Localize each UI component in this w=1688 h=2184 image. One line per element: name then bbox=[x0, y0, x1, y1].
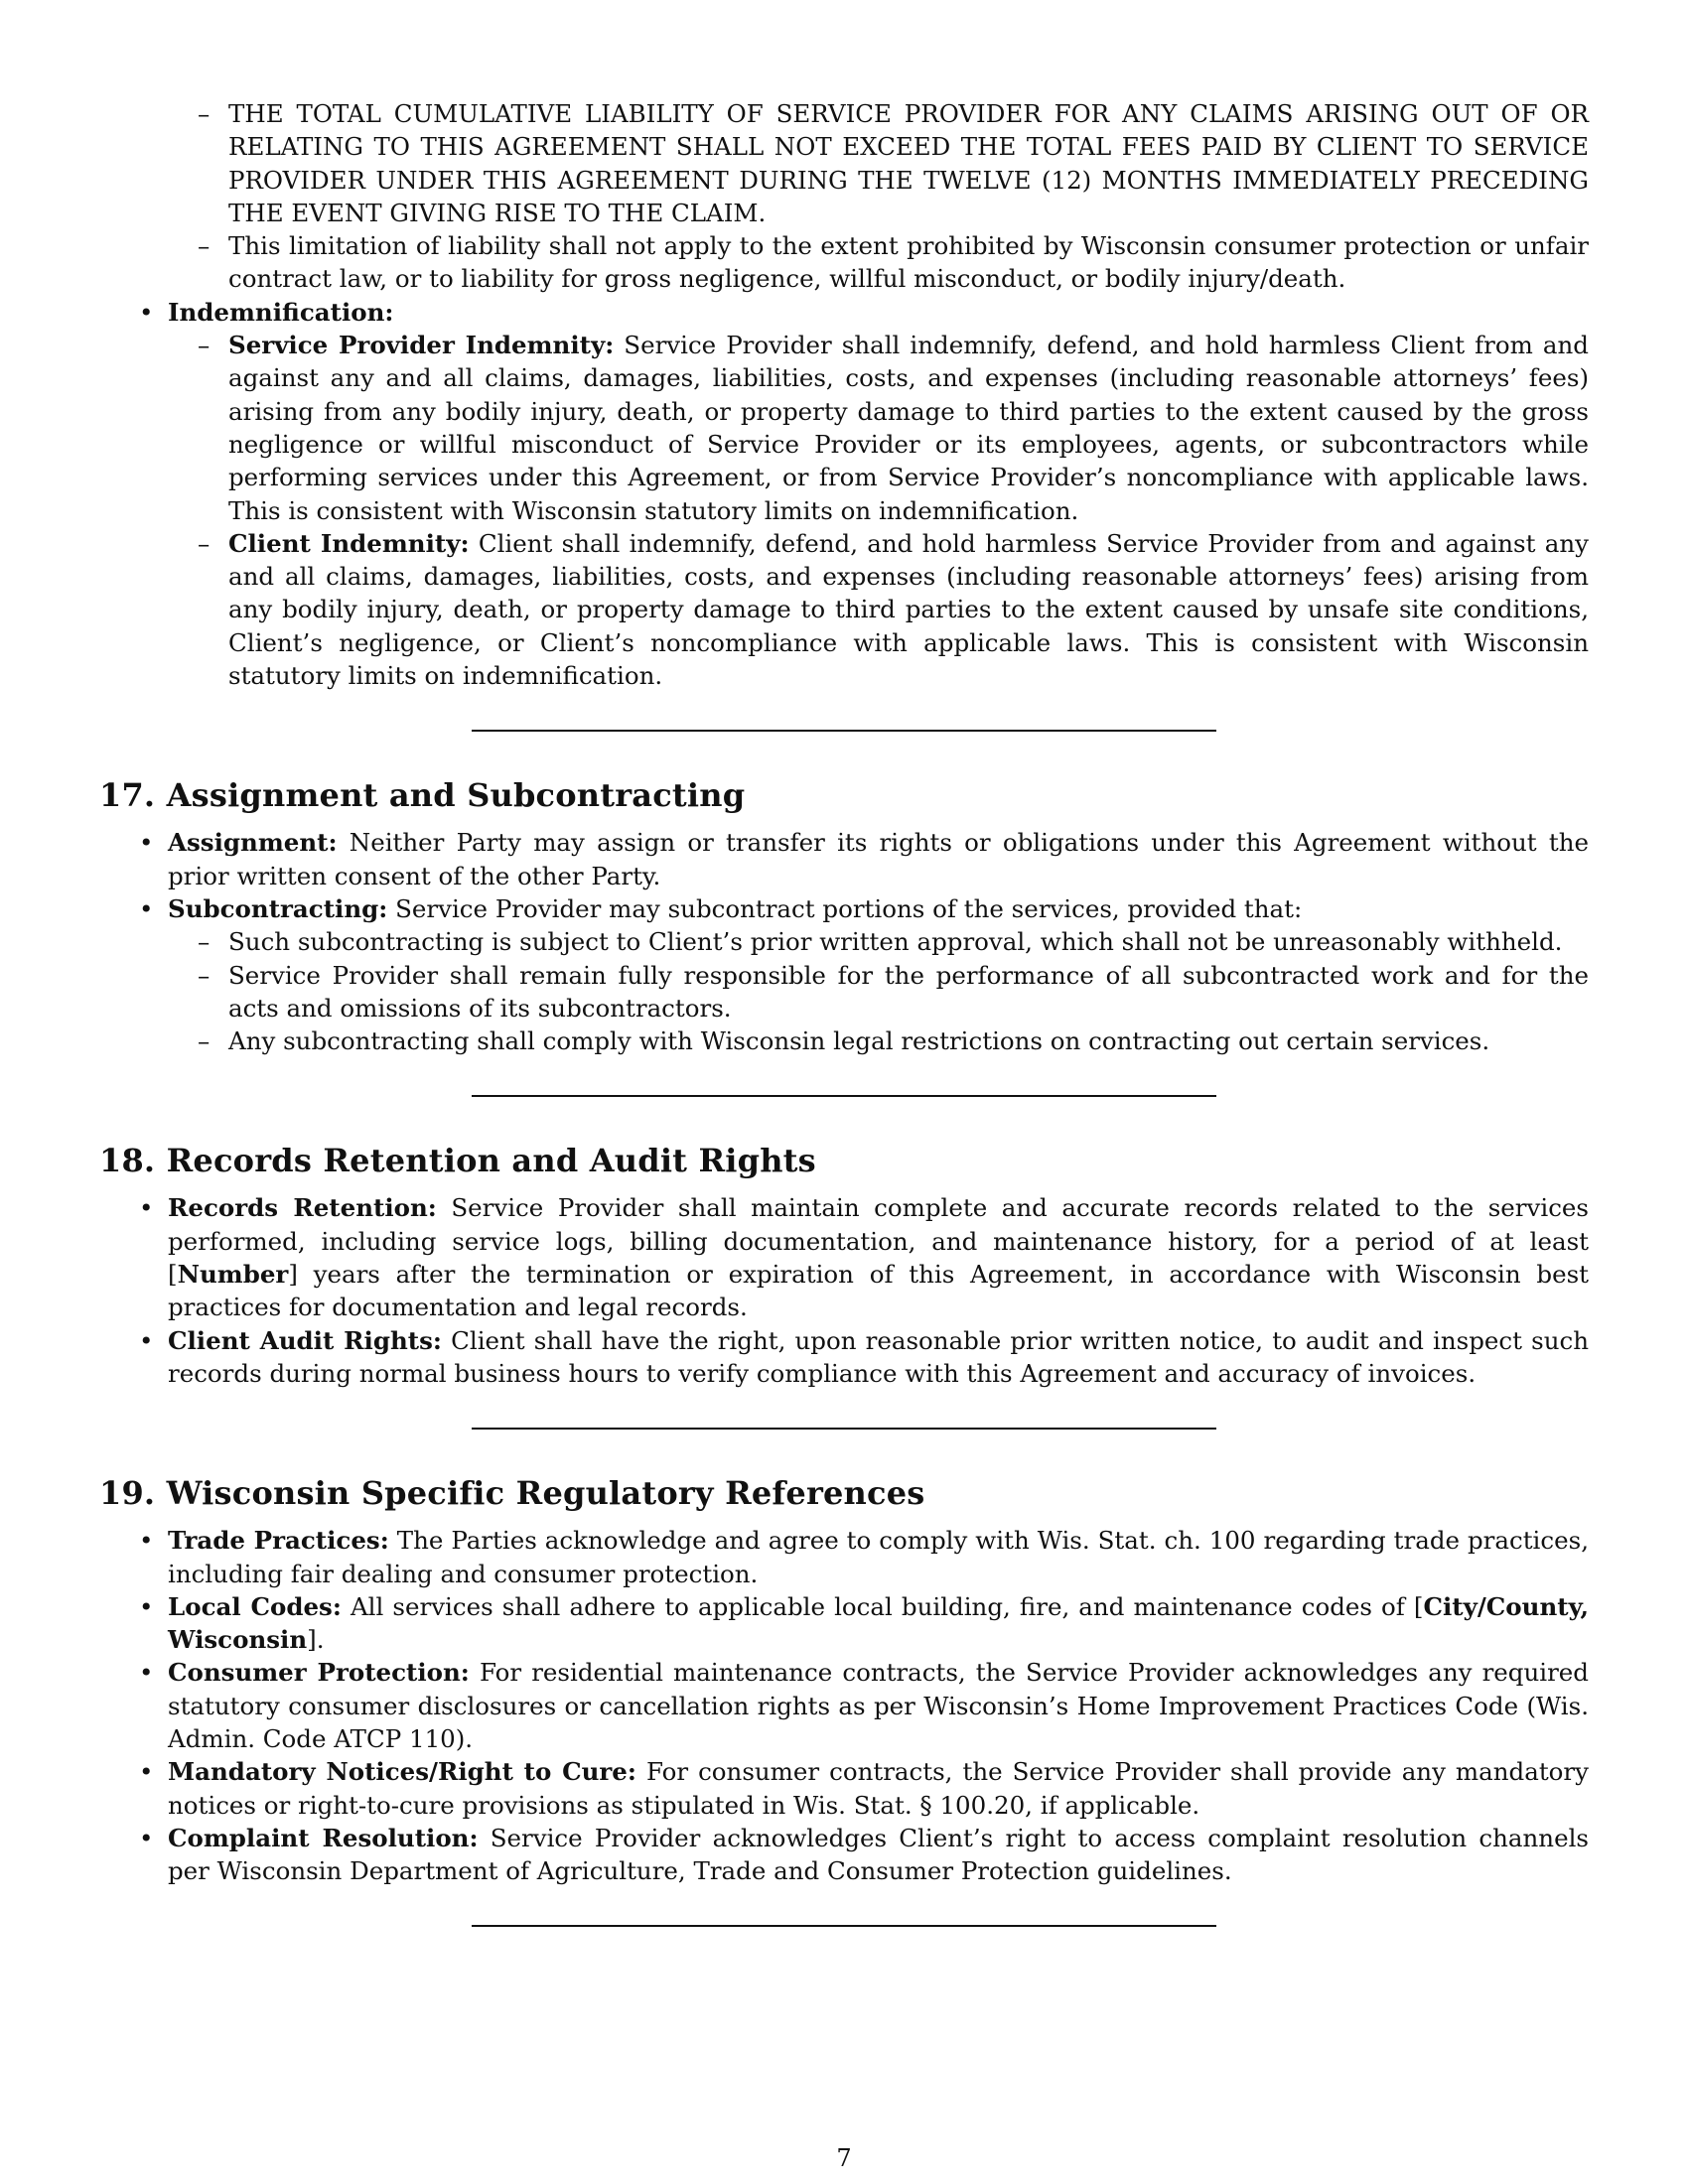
section-19-heading: 19. Wisconsin Specific Regulatory References bbox=[99, 1474, 925, 1513]
sp-indemnity-text: Service Provider shall indemnify, defend, and hold harmless Client from and against any and all claims, damages, liabilities, costs, and expenses (including reasonable attorneys’ fees) arising from any bodily injury, death, or property damage to third parties to the extent caused by the gross negligence or willful misconduct of Service Provider or its employees, agents, or subcontractors while performing services under this Agreement, or from Service Provider’s noncompliance with applicable laws. This is consistent with Wisconsin statutory limits on indemnification. bbox=[228, 331, 1589, 525]
complaint-resolution-item bbox=[99, 1822, 1589, 1888]
dash-marker: – bbox=[198, 927, 211, 957]
consumer-protection-label: Consumer Protection: bbox=[168, 1658, 470, 1688]
bullet-marker: • bbox=[139, 1325, 154, 1355]
subcontracting-label: Subcontracting: bbox=[168, 893, 388, 923]
bullet-marker: • bbox=[139, 1658, 154, 1688]
local-codes-text: All services shall adhere to applicable local building, fire, and maintenance codes of [ bbox=[350, 1591, 1424, 1621]
section-divider bbox=[472, 1925, 1216, 1927]
dash-marker: – bbox=[198, 1026, 211, 1056]
consumer-protection-text: For residential maintenance contracts, the Service Provider acknowledges any required statutory consumer disclosures or cancellation rights as per Wisconsin’s Home Improvement Practices Code (Wis. Admin. Code ATCP 110). bbox=[168, 1658, 1589, 1753]
local-codes-label: Local Codes: bbox=[168, 1591, 342, 1621]
complaint-resolution-text: Service Provider acknowledges Client’s right to access complaint resolution channels per Wisconsin Department of Agriculture, Trade and Consumer Protection guidelines. bbox=[168, 1823, 1589, 1886]
client-indemnity-item bbox=[99, 527, 1589, 692]
bullet-marker: • bbox=[139, 297, 154, 327]
document-page bbox=[99, 97, 1589, 1927]
subcontracting-item bbox=[99, 892, 1589, 925]
assignment-label: Assignment: bbox=[168, 828, 338, 858]
bullet-marker: • bbox=[139, 1823, 154, 1852]
subcontracting-condition-3 bbox=[99, 1024, 1589, 1057]
liability-cap-text: THE TOTAL CUMULATIVE LIABILITY OF SERVICE PROVIDER FOR ANY CLAIMS ARISING OUT OF OR RELATING TO THIS AGREEMENT SHALL NOT EXCEED THE TOTAL FEES PAID BY CLIENT TO SERVICE PROVIDER UNDER THIS AGREEMENT DURING THE TWELVE (12) MONTHS IMMEDIATELY PRECEDING THE EVENT GIVING RISE TO THE CLAIM. bbox=[228, 99, 1589, 227]
section-divider bbox=[472, 730, 1216, 732]
liability-exception-item bbox=[99, 229, 1589, 296]
indemnification-label: Indemnification: bbox=[168, 297, 394, 327]
local-codes-item bbox=[99, 1590, 1589, 1657]
section-divider bbox=[472, 1095, 1216, 1097]
dash-marker: – bbox=[198, 960, 211, 990]
complaint-resolution-label: Complaint Resolution: bbox=[168, 1823, 479, 1852]
local-codes-end: ]. bbox=[307, 1625, 325, 1655]
audit-rights-text: Client shall have the right, upon reasonable prior written notice, to audit and inspect such records during normal business hours to verify compliance with this Agreement and accuracy of invoices. bbox=[168, 1325, 1589, 1388]
bullet-marker: • bbox=[139, 1757, 154, 1787]
section-17-heading: 17. Assignment and Subcontracting bbox=[99, 776, 746, 815]
section-18-heading: 18. Records Retention and Audit Rights bbox=[99, 1142, 816, 1180]
client-indemnity-text: Client shall indemnify, defend, and hold harmless Service Provider from and against any and all claims, damages, liabilities, costs, and expenses (including reasonable attorneys’ fees) arising from any bodily injury, death, or property damage to third parties to the extent caused by unsafe site conditions, Client’s negligence, or Client’s noncompliance with applicable laws. This is consistent with Wisconsin statutory limits on indemnification. bbox=[228, 528, 1589, 691]
records-text-a: Service Provider shall maintain complete and accurate records related to the services performed, including service logs, billing documentation, and maintenance history, for a period of at least [ bbox=[168, 1193, 1589, 1290]
trade-practices-item bbox=[99, 1524, 1589, 1590]
sp-indemnity-label: Service Provider Indemnity: bbox=[228, 331, 615, 360]
assignment-item bbox=[99, 826, 1589, 892]
mandatory-notices-label: Mandatory Notices/Right to Cure: bbox=[168, 1757, 636, 1787]
subcontracting-condition-1-text: Such subcontracting is subject to Client’s prior written approval, which shall not be unreasonably withheld. bbox=[228, 927, 1563, 957]
indemnification-item bbox=[99, 296, 1589, 329]
dash-marker: – bbox=[198, 231, 211, 261]
records-placeholder: Number bbox=[177, 1260, 289, 1290]
liability-cap-item bbox=[99, 97, 1589, 229]
mandatory-notices-item bbox=[99, 1755, 1589, 1822]
local-codes-placeholder: City/County, Wisconsin bbox=[168, 1591, 1589, 1655]
dash-marker: – bbox=[198, 528, 211, 558]
trade-practices-label: Trade Practices: bbox=[168, 1526, 389, 1556]
audit-rights-label: Client Audit Rights: bbox=[168, 1325, 442, 1355]
records-text-b: ] years after the termination or expiration of this Agreement, in accordance with Wisconsin best practices for documentation and legal records. bbox=[168, 1260, 1589, 1322]
bullet-marker: • bbox=[139, 1526, 154, 1556]
bullet-marker: • bbox=[139, 1591, 154, 1621]
trade-practices-text: The Parties acknowledge and agree to comply with Wis. Stat. ch. 100 regarding trade practices, including fair dealing and consumer protection. bbox=[168, 1526, 1589, 1588]
subcontracting-condition-2-text: Service Provider shall remain fully responsible for the performance of all subcontracted work and for the acts and omissions of its subcontractors. bbox=[228, 960, 1589, 1023]
subcontracting-condition-2 bbox=[99, 959, 1589, 1025]
bullet-marker: • bbox=[139, 1193, 154, 1223]
subcontracting-condition-1 bbox=[99, 925, 1589, 958]
consumer-protection-item bbox=[99, 1656, 1589, 1755]
dash-marker: – bbox=[198, 99, 211, 128]
client-indemnity-label: Client Indemnity: bbox=[228, 528, 470, 558]
sp-indemnity-item bbox=[99, 329, 1589, 527]
section-divider bbox=[472, 1428, 1216, 1430]
bullet-marker: • bbox=[139, 893, 154, 923]
page-number: 7 bbox=[836, 2144, 852, 2172]
dash-marker: – bbox=[198, 331, 211, 360]
bullet-marker: • bbox=[139, 828, 154, 858]
records-retention-item bbox=[99, 1191, 1589, 1323]
assignment-text: Neither Party may assign or transfer its rights or obligations under this Agreement without the prior written consent of the other Party. bbox=[168, 828, 1589, 890]
liability-exception-text: This limitation of liability shall not apply to the extent prohibited by Wisconsin consumer protection or unfair contract law, or to liability for gross negligence, willful misconduct, or bodily injury/death. bbox=[228, 231, 1589, 294]
subcontracting-text: Service Provider may subcontract portions of the services, provided that: bbox=[395, 893, 1303, 923]
audit-rights-item bbox=[99, 1324, 1589, 1391]
records-retention-label: Records Retention: bbox=[168, 1193, 437, 1223]
subcontracting-condition-3-text: Any subcontracting shall comply with Wisconsin legal restrictions on contracting out certain services. bbox=[228, 1026, 1490, 1056]
mandatory-notices-text: For consumer contracts, the Service Provider shall provide any mandatory notices or right-to-cure provisions as stipulated in Wis. Stat. § 100.20, if applicable. bbox=[168, 1757, 1589, 1820]
